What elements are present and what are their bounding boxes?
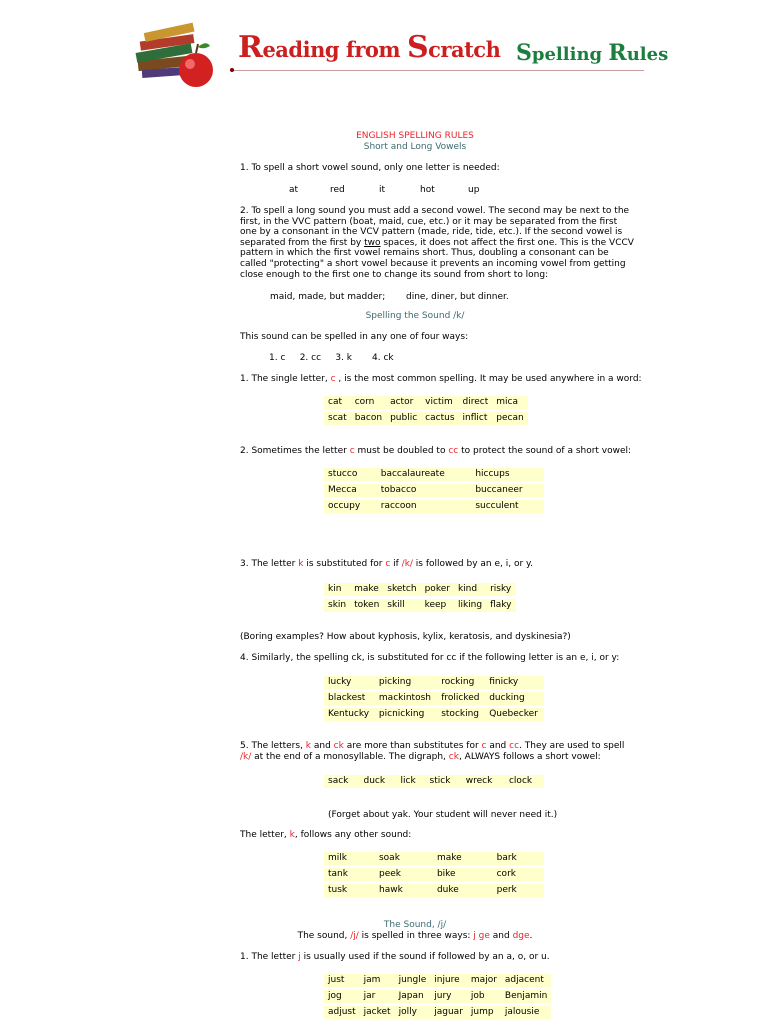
table-cell: victim: [421, 396, 458, 409]
j-intro: The sound, /j/ is spelled in three ways: j ge and dge.: [297, 931, 533, 941]
table-cell: sack: [324, 775, 360, 788]
k-heading: Spelling the Sound /k/: [365, 311, 465, 321]
table-row: [324, 708, 544, 721]
table-cell: skin: [324, 599, 350, 612]
table-cell: scat: [324, 412, 351, 425]
table-cell: inflict: [459, 412, 493, 425]
table-row: [324, 775, 544, 788]
table-k-other: [324, 849, 544, 900]
table-cell: jury: [430, 990, 467, 1003]
rule-j1: 1. The letter j is usually used if the sound if followed by an a, o, or u.: [240, 952, 550, 962]
table-cell: occupy: [324, 500, 377, 513]
table-cell: duck: [360, 775, 397, 788]
table-cell: jalousie: [501, 1006, 551, 1019]
table-cell: jar: [360, 990, 395, 1003]
table-cell: tobacco: [377, 484, 472, 497]
table-row: [324, 974, 551, 987]
table-cell: Benjamin: [501, 990, 551, 1003]
table-row: [324, 412, 528, 425]
example-line-2: dine, diner, but dinner.: [406, 292, 509, 302]
table-cell: just: [324, 974, 360, 987]
word: it: [379, 185, 386, 195]
table-row: [324, 583, 516, 596]
example-line: maid, made, but madder;: [270, 292, 386, 302]
table-cell: adjust: [324, 1006, 360, 1019]
table-cell: raccoon: [377, 500, 472, 513]
table-c: [324, 393, 528, 428]
table-cell: Quebecker: [485, 708, 544, 721]
paragraph-3: This sound can be spelled in any one of four ways:: [240, 332, 469, 342]
site-title: Reading from Scratch: [238, 30, 501, 65]
table-cell: tusk: [324, 884, 375, 897]
table-cell: mackintosh: [375, 692, 437, 705]
table-cell: perk: [493, 884, 544, 897]
books-and-apple-icon: [130, 20, 220, 92]
table-row: [324, 599, 516, 612]
table-cell: rocking: [437, 676, 485, 689]
section-title: Spelling Rules: [516, 40, 669, 66]
table-cell: flaky: [486, 599, 515, 612]
table-cell: sketch: [383, 583, 420, 596]
table-row: [324, 676, 544, 689]
doc-title: ENGLISH SPELLING RULES: [356, 131, 474, 141]
word: at: [289, 185, 299, 195]
table-cell: cactus: [421, 412, 458, 425]
table-ck-end: [324, 772, 544, 791]
table-cell: wreck: [462, 775, 505, 788]
table-row: [324, 1006, 551, 1019]
doc-subtitle: Short and Long Vowels: [363, 142, 467, 152]
header-rule-dot: [230, 68, 234, 72]
table-ck: [324, 673, 544, 724]
table-cell: hawk: [375, 884, 433, 897]
table-cell: jog: [324, 990, 360, 1003]
table-cell: picking: [375, 676, 437, 689]
table-cell: poker: [421, 583, 454, 596]
yak-note: (Forget about yak. Your student will never need it.): [328, 810, 558, 820]
table-cell: succulent: [471, 500, 544, 513]
table-j: [324, 971, 551, 1022]
table-cell: jaguar: [430, 1006, 467, 1019]
rule-5: 5. The letters, k and ck are more than substitutes for c and cc. They are used to spell /k/ at the end of a monosyllable. The digraph, ck, ALWAYS follows a short vowel:: [240, 741, 625, 762]
boring-note: (Boring examples? How about kyphosis, kylix, keratosis, and dyskinesia?): [240, 632, 571, 642]
paragraph-1: 1. To spell a short vowel sound, only one letter is needed:: [240, 163, 500, 173]
table-cell: jam: [360, 974, 395, 987]
rule-2: 2. Sometimes the letter c must be doubled to cc to protect the sound of a short vowel:: [240, 446, 632, 456]
table-cell: adjacent: [501, 974, 551, 987]
table-cell: stocking: [437, 708, 485, 721]
table-cell: peek: [375, 868, 433, 881]
paragraph-2: 2. To spell a long sound you must add a second vowel. The second may be next to the first, in the VVC pattern (boat, maid, cue, etc.) or it may be separated from the first one by a consonant in the VCV pattern (made, ride, tide, etc.). If the second vowel is separated from the first by two spaces, it does not affect the first one. This is the VCCV pattern in which the first vowel remains short. Thus, doubling a consonant can be called "protecting" a short vowel because it prevents an incoming vowel from getting close enough to the first one to change its sound from short to long:: [240, 206, 634, 280]
table-row: [324, 500, 544, 513]
table-cell: lucky: [324, 676, 375, 689]
table-cell: milk: [324, 852, 375, 865]
table-cell: pecan: [492, 412, 527, 425]
table-cell: bacon: [351, 412, 386, 425]
table-cell: keep: [421, 599, 454, 612]
rule-6: The letter, k, follows any other sound:: [240, 830, 412, 840]
table-cell: public: [386, 412, 421, 425]
table-cell: risky: [486, 583, 515, 596]
table-cell: soak: [375, 852, 433, 865]
word: hot: [420, 185, 435, 195]
table-row: [324, 884, 544, 897]
table-cell: cork: [493, 868, 544, 881]
table-cell: stucco: [324, 468, 377, 481]
table-cell: jungle: [395, 974, 431, 987]
table-row: [324, 396, 528, 409]
table-row: [324, 990, 551, 1003]
table-cell: Japan: [395, 990, 431, 1003]
table-cell: lick: [397, 775, 426, 788]
table-cell: buccaneer: [471, 484, 544, 497]
table-cell: frolicked: [437, 692, 485, 705]
table-cell: corn: [351, 396, 386, 409]
table-cell: job: [467, 990, 501, 1003]
table-row: [324, 484, 544, 497]
table-cell: blackest: [324, 692, 375, 705]
table-cell: jolly: [395, 1006, 431, 1019]
table-cell: Kentucky: [324, 708, 375, 721]
table-cell: make: [433, 852, 493, 865]
table-cell: stick: [426, 775, 462, 788]
table-cell: skill: [383, 599, 420, 612]
table-cell: duke: [433, 884, 493, 897]
table-cell: actor: [386, 396, 421, 409]
table-cell: baccalaureate: [377, 468, 472, 481]
table-cell: clock: [505, 775, 544, 788]
table-cell: Mecca: [324, 484, 377, 497]
table-cell: direct: [459, 396, 493, 409]
table-cell: bark: [493, 852, 544, 865]
table-row: [324, 868, 544, 881]
table-cell: hiccups: [471, 468, 544, 481]
table-cell: injure: [430, 974, 467, 987]
table-cell: jacket: [360, 1006, 395, 1019]
rule-4: 4. Similarly, the spelling ck, is substituted for cc if the following letter is an e, i, or y:: [240, 653, 620, 663]
table-cell: tank: [324, 868, 375, 881]
table-cell: ducking: [485, 692, 544, 705]
table-cell: kind: [454, 583, 486, 596]
rule-3: 3. The letter k is substituted for c if /k/ is followed by an e, i, or y.: [240, 559, 533, 569]
table-row: [324, 692, 544, 705]
table-row: [324, 852, 544, 865]
table-cell: finicky: [485, 676, 544, 689]
rule-1: 1. The single letter, c , is the most common spelling. It may be used anywhere in a word:: [240, 374, 642, 384]
table-cell: kin: [324, 583, 350, 596]
table-cell: jump: [467, 1006, 501, 1019]
table-row: [324, 468, 544, 481]
word: up: [468, 185, 480, 195]
table-cell: bike: [433, 868, 493, 881]
table-cc: [324, 465, 544, 516]
table-cell: liking: [454, 599, 486, 612]
word: red: [330, 185, 345, 195]
j-heading: The Sound, /j/: [383, 920, 447, 930]
table-cell: make: [350, 583, 383, 596]
table-cell: cat: [324, 396, 351, 409]
table-cell: major: [467, 974, 501, 987]
four-ways: 1. c 2. cc 3. k 4. ck: [269, 353, 394, 363]
table-cell: mica: [492, 396, 527, 409]
table-cell: token: [350, 599, 383, 612]
header-rule: [232, 70, 644, 71]
table-cell: picnicking: [375, 708, 437, 721]
table-k: [324, 580, 516, 615]
